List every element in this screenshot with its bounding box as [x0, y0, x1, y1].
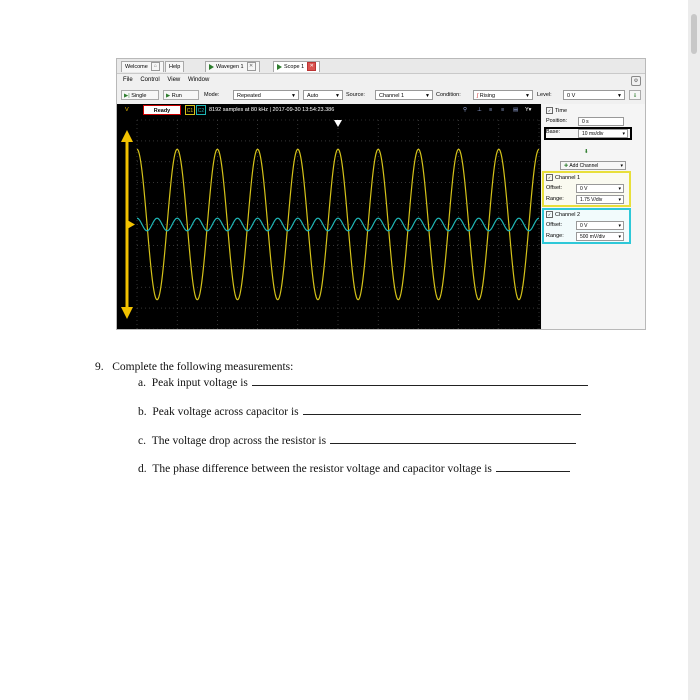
run-icon: ▶ — [166, 93, 171, 99]
status-badge: Ready — [143, 105, 181, 115]
home-icon: ⌂ — [151, 62, 160, 71]
channel2-name: Channel 2 — [555, 211, 581, 218]
play-icon — [277, 64, 282, 70]
single-icon: ▶| — [124, 93, 130, 99]
tab-help-label: Help — [169, 64, 181, 70]
chevron-down-icon: ▼ — [425, 93, 430, 99]
status-row — [117, 104, 541, 116]
play-icon — [209, 64, 214, 70]
chevron-down-icon: ▾ — [620, 163, 623, 169]
measure-icon[interactable]: ≡ — [489, 107, 493, 113]
channel1-range-label: Range: — [546, 196, 564, 202]
chevron-down-icon: ▼ — [617, 93, 622, 99]
item-d-text: The phase difference between the resistor voltage and capacitor voltage is — [152, 463, 492, 475]
checkbox-icon[interactable]: ✓ — [547, 175, 552, 180]
run-label: Run — [171, 93, 182, 99]
zoom-icon[interactable]: ⚲ — [463, 107, 468, 113]
checkbox-icon[interactable]: ✓ — [547, 108, 552, 113]
answer-blank-d[interactable] — [496, 461, 570, 472]
question-9a — [138, 375, 588, 389]
scope-screenshot — [116, 58, 646, 330]
mode-select[interactable] — [233, 90, 299, 100]
channel2-offset-input[interactable] — [576, 221, 624, 230]
item-letter: c. — [138, 435, 146, 447]
channel1-header — [546, 174, 580, 181]
scrollbar-thumb[interactable] — [691, 14, 697, 54]
tab-help[interactable] — [165, 61, 184, 72]
condition-label: Condition: — [436, 92, 461, 98]
question-9b — [138, 404, 581, 418]
menu-view[interactable]: View — [167, 77, 181, 83]
channel1-range-select[interactable] — [576, 195, 624, 204]
channel2-offset-value: 0 V — [580, 223, 588, 229]
rising-edge-icon: ʃ — [477, 93, 479, 99]
question-prompt: Complete the following measurements: — [112, 361, 294, 373]
close-icon[interactable]: ✕ — [247, 62, 256, 71]
item-b-text: Peak voltage across capacitor is — [152, 406, 299, 418]
menu-control[interactable]: Control — [140, 77, 160, 83]
single-label: Single — [131, 93, 147, 99]
tab-scope[interactable] — [273, 61, 320, 72]
channel2-chip[interactable]: C2 — [196, 105, 206, 115]
scope-plot[interactable] — [117, 116, 541, 330]
chevron-down-icon: ▾ — [618, 234, 621, 240]
channel2-range-value: 500 mV/div — [580, 234, 606, 240]
tab-welcome[interactable] — [121, 61, 164, 72]
answer-blank-b[interactable] — [303, 404, 581, 415]
position-input[interactable] — [578, 117, 624, 126]
question-number: 9. — [95, 361, 104, 373]
chevron-down-icon: ▾ — [618, 197, 621, 203]
checkbox-icon[interactable]: ✓ — [547, 212, 552, 217]
trigger-marker — [334, 120, 342, 127]
gear-icon[interactable]: ⚙ — [631, 76, 641, 86]
item-letter: d. — [138, 463, 147, 475]
channel1-name: Channel 1 — [555, 174, 581, 181]
tab-wavegen[interactable] — [205, 61, 260, 72]
item-letter: b. — [138, 406, 147, 418]
level-input[interactable] — [563, 90, 625, 100]
tab-welcome-label: Welcome — [125, 64, 148, 70]
position-value: 0 s — [582, 119, 589, 125]
chevron-down-icon: ▼ — [335, 93, 340, 99]
channel2-offset-label: Offset: — [546, 222, 563, 228]
range-arrow-down — [121, 307, 133, 319]
page-scrollbar[interactable] — [688, 0, 700, 700]
menu-file[interactable]: File — [123, 77, 133, 83]
level-value: 0 V — [567, 93, 576, 99]
scope-sidebar — [542, 104, 646, 330]
chevron-down-icon: ▾ — [618, 223, 621, 229]
channel1-chip[interactable]: C1 — [185, 105, 195, 115]
menu-window[interactable]: Window — [187, 77, 210, 83]
base-value: 10 ms/div — [582, 131, 604, 137]
y-menu-icon[interactable]: Y▾ — [525, 107, 532, 113]
channel2-range-label: Range: — [546, 233, 564, 239]
item-letter: a. — [138, 377, 146, 389]
answer-blank-c[interactable] — [330, 433, 576, 444]
cursor-icon[interactable]: ⊥ — [477, 107, 482, 113]
base-label: Base: — [546, 129, 561, 135]
chevron-down-icon: ▾ — [622, 131, 625, 137]
position-label: Position: — [546, 118, 568, 124]
arrow-down-icon: ⬇ — [584, 149, 589, 155]
channel1-offset-value: 0 V — [580, 186, 588, 192]
run-button[interactable] — [163, 90, 199, 100]
item-c-text: The voltage drop across the resistor is — [151, 435, 327, 447]
item-a-text: Peak input voltage is — [151, 377, 248, 389]
level-label: Level: — [537, 92, 552, 98]
channel2-header — [546, 211, 580, 218]
auto-select[interactable] — [303, 90, 343, 100]
export-icon[interactable]: ▤ — [513, 107, 519, 113]
channel1-offset-input[interactable] — [576, 184, 624, 193]
acquisition-info: 8192 samples at 80 kHz | 2017-09-30 13:54:23.386 — [209, 107, 335, 113]
time-section — [546, 107, 567, 114]
list-icon[interactable]: ≡ — [501, 107, 505, 113]
tab-wavegen-label: Wavegen 1 — [216, 64, 244, 70]
chevron-down-icon: ▾ — [618, 186, 621, 192]
condition-value: Rising — [479, 93, 496, 99]
tab-bar — [117, 59, 645, 74]
question-9c — [138, 433, 576, 447]
plus-icon: ✚ — [564, 163, 569, 169]
condition-select[interactable] — [473, 90, 533, 100]
offset-marker — [128, 221, 135, 229]
question-9d — [138, 461, 570, 475]
base-select[interactable] — [578, 129, 628, 138]
time-label: Time — [555, 107, 568, 114]
add-channel-label: Add Channel — [569, 163, 599, 169]
mode-value: Repeated — [237, 93, 261, 99]
download-icon[interactable]: ⇓ — [629, 90, 641, 100]
single-button[interactable] — [121, 90, 159, 100]
y-axis-label: V — [125, 107, 129, 113]
tab-scope-label: Scope 1 — [284, 64, 305, 70]
source-select[interactable] — [375, 90, 433, 100]
close-icon[interactable]: ✕ — [307, 62, 316, 71]
add-channel-button[interactable] — [560, 161, 626, 170]
range-arrow-up — [121, 130, 133, 142]
auto-value: Auto — [307, 93, 319, 99]
mode-label: Mode: — [204, 92, 220, 98]
channel1-offset-label: Offset: — [546, 185, 563, 191]
position-row — [546, 118, 567, 124]
waveform-canvas — [117, 116, 541, 330]
chevron-down-icon: ▼ — [525, 93, 530, 99]
channel1-range-value: 1.75 V/div — [580, 197, 603, 203]
menu-bar — [117, 74, 645, 86]
answer-blank-a[interactable] — [252, 375, 588, 386]
chevron-down-icon: ▼ — [291, 93, 296, 99]
source-value: Channel 1 — [379, 93, 405, 99]
toolbar — [117, 87, 645, 103]
channel2-range-select[interactable] — [576, 232, 624, 241]
question-9 — [95, 361, 293, 373]
source-label: Source: — [346, 92, 365, 98]
